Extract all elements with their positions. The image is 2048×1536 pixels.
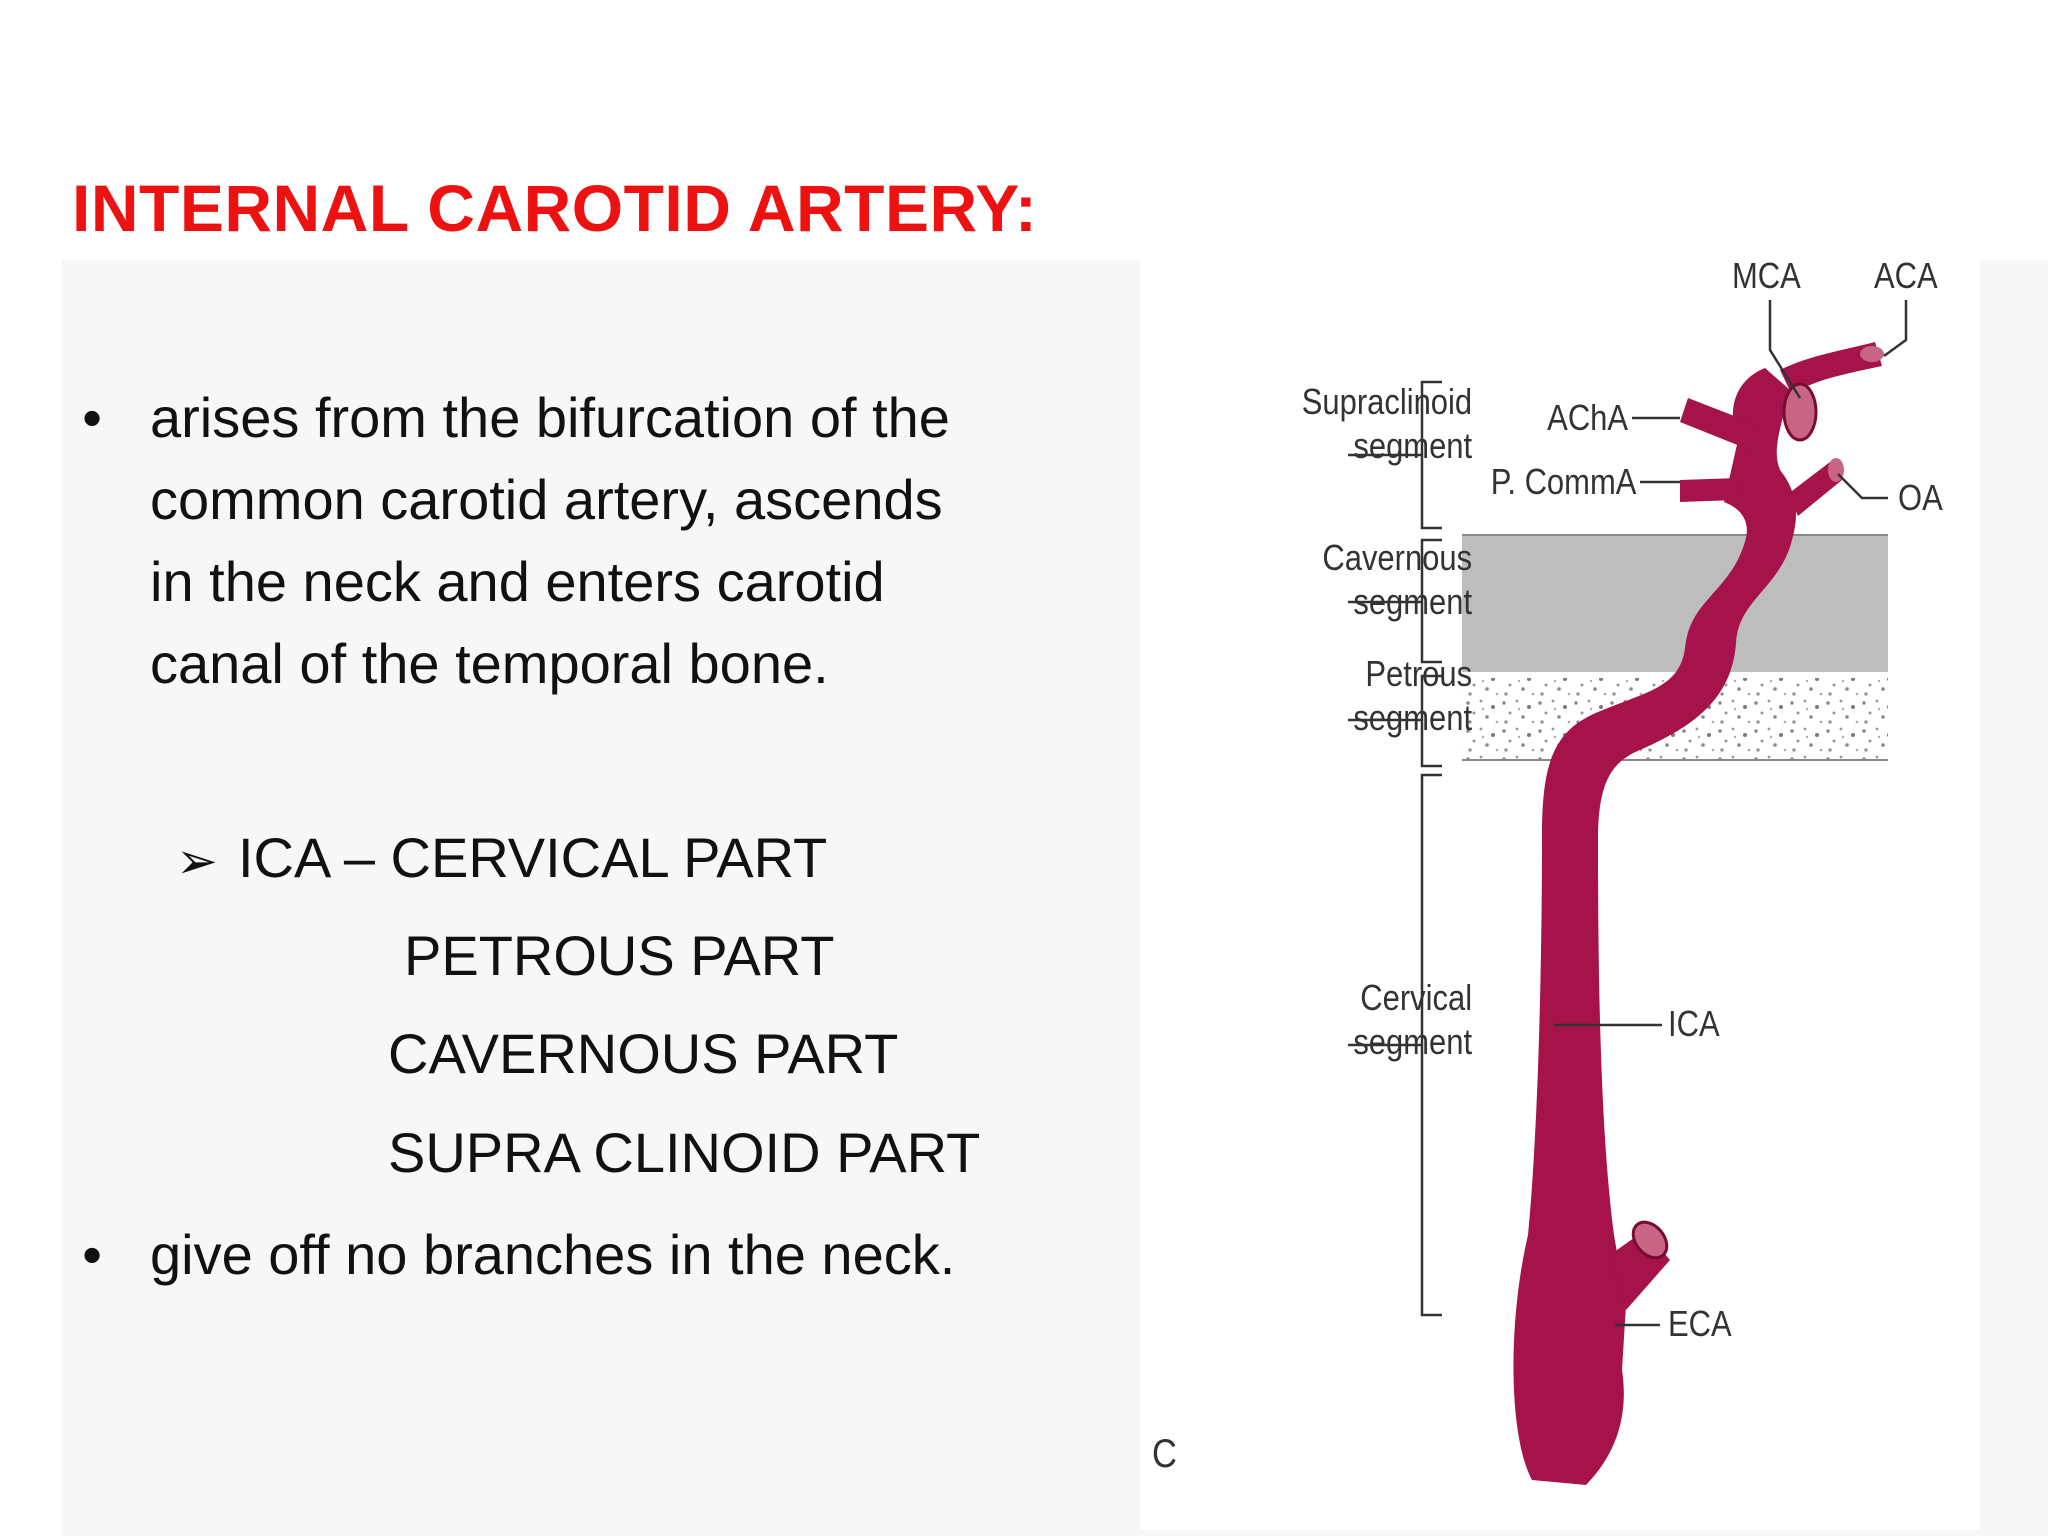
arrow-bullet-icon: ➢ [176, 833, 218, 889]
petrous-label: Petrous segment [1353, 653, 1472, 738]
bullet-item [72, 377, 1162, 717]
mca-orifice [1784, 384, 1816, 440]
pcomma-label: P. CommA [1490, 461, 1636, 502]
sublist-item-cervical: ICA – CERVICAL PART [238, 826, 828, 889]
cavernous-label: Cavernous segment [1322, 537, 1472, 622]
aca-label: ACA [1874, 255, 1938, 296]
bullet-text: arises from the bifurcation of the common carotid artery, ascends in the neck and enters carotid canal of the temporal bone. [150, 386, 950, 695]
oa-label: OA [1898, 477, 1943, 518]
aca-orifice [1860, 346, 1884, 362]
eca-label: ECA [1668, 1303, 1732, 1344]
pcomma-branch [1680, 478, 1738, 502]
panel-letter: C [1152, 1432, 1177, 1476]
aca-leader [1884, 300, 1906, 356]
segment-brackets [1348, 382, 1442, 1315]
ica-label: ICA [1668, 1003, 1720, 1044]
sublist-item-cavernous: CAVERNOUS PART [388, 1022, 899, 1085]
bullet-marker: • [82, 1223, 102, 1286]
sublist-item-petrous: PETROUS PART [404, 924, 835, 987]
bullet-text: give off no branches in the neck. [150, 1223, 956, 1286]
supraclinoid-label: Supraclinoid segment [1301, 381, 1472, 466]
acha-label: AChA [1547, 397, 1628, 438]
cervical-label: Cervical segment [1353, 977, 1472, 1062]
ica-diagram-svg [1140, 250, 1980, 1530]
cavernous-band [1462, 535, 1888, 672]
ica-diagram [1140, 250, 1980, 1530]
bullet-item [72, 1214, 1162, 1304]
slide-title: INTERNAL CAROTID ARTERY: [72, 171, 1038, 245]
sublist-item-supraclinoid: SUPRA CLINOID PART [388, 1121, 981, 1184]
bullet-marker: • [82, 386, 102, 449]
mca-label: MCA [1732, 255, 1801, 296]
oa-leader [1838, 474, 1888, 498]
